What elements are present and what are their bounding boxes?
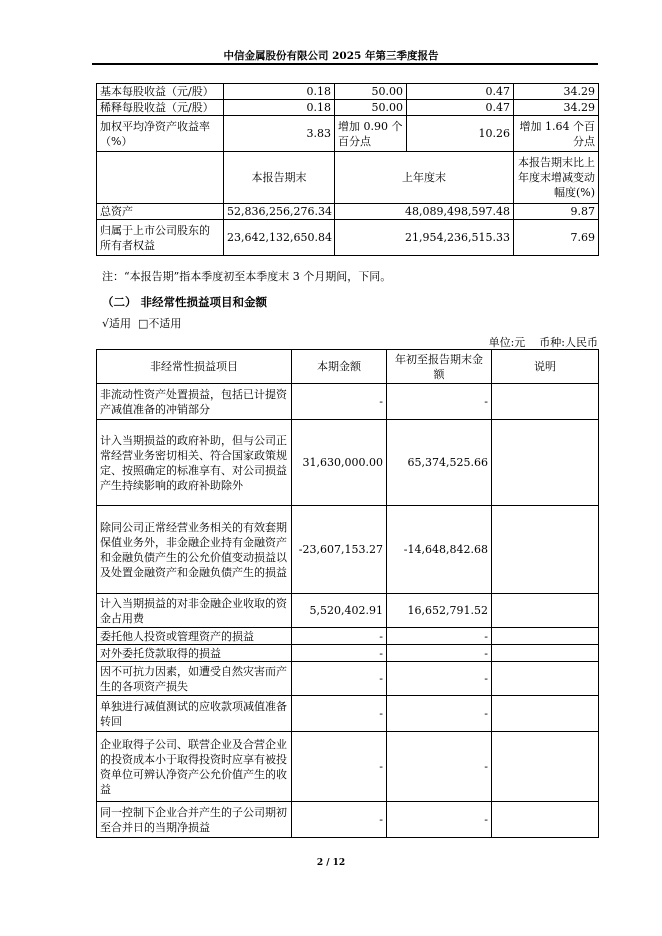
current-amount: - (292, 645, 387, 662)
column-header: 本报告期末比上年度末增减变动幅度(%) (514, 152, 599, 204)
table-header-row (97, 152, 599, 204)
item-label: 单独进行减值测试的应收款项减值准备转回 (97, 696, 292, 732)
table-row (97, 662, 599, 696)
cell-value: 34.29 (514, 100, 599, 116)
report-header: 中信金属股份有限公司 2025 年第三季度报告 (223, 50, 439, 62)
unit-label: 单位:元 币种:人民币 (488, 336, 598, 349)
cell-value: 增加 1.64 个百分点 (514, 116, 599, 152)
cell-value: 34.29 (514, 84, 599, 100)
table-row (97, 420, 599, 506)
table-row (97, 645, 599, 662)
item-label: 对外委托贷款取得的损益 (97, 645, 292, 662)
current-amount: - (292, 628, 387, 645)
ytd-amount: - (387, 645, 492, 662)
item-note (492, 732, 599, 802)
cell-value: 48,089,498,597.48 (335, 204, 514, 220)
column-header: 上年度末 (335, 152, 514, 204)
current-amount: - (292, 802, 387, 838)
table-row (97, 802, 599, 838)
table-row (97, 696, 599, 732)
column-header: 非经常性损益项目 (97, 350, 292, 384)
row-label: 加权平均净资产收益率（%） (97, 116, 224, 152)
item-label: 非流动性资产处置损益，包括已计提资产减值准备的冲销部分 (97, 384, 292, 420)
current-amount: - (292, 662, 387, 696)
ytd-amount: - (387, 802, 492, 838)
table-row (97, 384, 599, 420)
item-note (492, 802, 599, 838)
ytd-amount: 16,652,791.52 (387, 594, 492, 628)
table-row (97, 100, 599, 116)
cell-value: 23,642,132,650.84 (224, 220, 335, 256)
ytd-amount: - (387, 628, 492, 645)
table-row (97, 594, 599, 628)
current-amount: - (292, 732, 387, 802)
ytd-amount: - (387, 696, 492, 732)
item-label: 同一控制下企业合并产生的子公司期初至合并日的当期净损益 (97, 802, 292, 838)
item-note (492, 696, 599, 732)
cell-value: 9.87 (514, 204, 599, 220)
ytd-amount: - (387, 732, 492, 802)
not-applicable-checkbox: □不适用 (138, 317, 182, 330)
column-header: 说明 (492, 350, 599, 384)
table-header-row (97, 350, 599, 384)
header-rule (92, 63, 598, 65)
item-label: 计入当期损益的政府补助，但与公司正常经营业务密切相关、符合国家政策规定、按照确定的标准享有、对公司损益产生持续影响的政府补助除外 (97, 420, 292, 506)
row-label: 基本每股收益（元/股） (97, 84, 224, 100)
table-row (97, 204, 599, 220)
item-note (492, 662, 599, 696)
column-header: 年初至报告期末金额 (387, 350, 492, 384)
column-header: 本报告期末 (224, 152, 335, 204)
item-note (492, 506, 599, 594)
current-amount: -23,607,153.27 (292, 506, 387, 594)
cell-value: 0.18 (224, 100, 335, 116)
cell-value: 0.47 (407, 84, 514, 100)
cell-value: 3.83 (224, 116, 335, 152)
blank-header-cell (97, 152, 224, 204)
cell-value: 增加 0.90 个百分点 (335, 116, 407, 152)
row-label: 稀释每股收益（元/股） (97, 100, 224, 116)
item-label: 委托他人投资或管理资产的损益 (97, 628, 292, 645)
row-label: 归属于上市公司股东的所有者权益 (97, 220, 224, 256)
cell-value: 50.00 (335, 100, 407, 116)
cell-value: 50.00 (335, 84, 407, 100)
table-row (97, 506, 599, 594)
item-note (492, 420, 599, 506)
table-row (97, 220, 599, 256)
ytd-amount: - (387, 384, 492, 420)
applicable-checkbox: √适用 (102, 317, 132, 330)
key-metrics-table (96, 83, 599, 256)
current-amount: 31,630,000.00 (292, 420, 387, 506)
item-label: 因不可抗力因素，如遭受自然灾害而产生的各项资产损失 (97, 662, 292, 696)
ytd-amount: 65,374,525.66 (387, 420, 492, 506)
row-label: 总资产 (97, 204, 224, 220)
item-label: 企业取得子公司、联营企业及合营企业的投资成本小于取得投资时应享有被投资单位可辨认净资产公允价值产生的收益 (97, 732, 292, 802)
cell-value: 52,836,256,276.34 (224, 204, 335, 220)
current-amount: - (292, 696, 387, 732)
current-amount: 5,520,402.91 (292, 594, 387, 628)
current-amount: - (292, 384, 387, 420)
item-label: 计入当期损益的对非金融企业收取的资金占用费 (97, 594, 292, 628)
cell-value: 0.47 (407, 100, 514, 116)
cell-value: 21,954,236,515.33 (335, 220, 514, 256)
column-header: 本期金额 (292, 350, 387, 384)
applicability-options (102, 315, 181, 331)
item-note (492, 645, 599, 662)
item-label: 除同公司正常经营业务相关的有效套期保值业务外，非金融企业持有金融资产和金融负债产生的公允价值变动损益以及处置金融资产和金融负债产生的损益 (97, 506, 292, 594)
page-number: 2 / 12 (316, 858, 346, 868)
cell-value: 10.26 (407, 116, 514, 152)
ytd-amount: -14,648,842.68 (387, 506, 492, 594)
table-row (97, 116, 599, 152)
table-row (97, 628, 599, 645)
item-note (492, 384, 599, 420)
item-note (492, 594, 599, 628)
item-note (492, 628, 599, 645)
cell-value: 0.18 (224, 84, 335, 100)
section-title: （二） 非经常性损益项目和金额 (102, 295, 268, 309)
cell-value: 7.69 (514, 220, 599, 256)
table-row (97, 732, 599, 802)
table-row (97, 84, 599, 100)
ytd-amount: - (387, 662, 492, 696)
non-recurring-items-table (96, 349, 599, 838)
table-note: 注：“本报告期”指本季度初至本季度末 3 个月期间，下同。 (102, 270, 392, 283)
